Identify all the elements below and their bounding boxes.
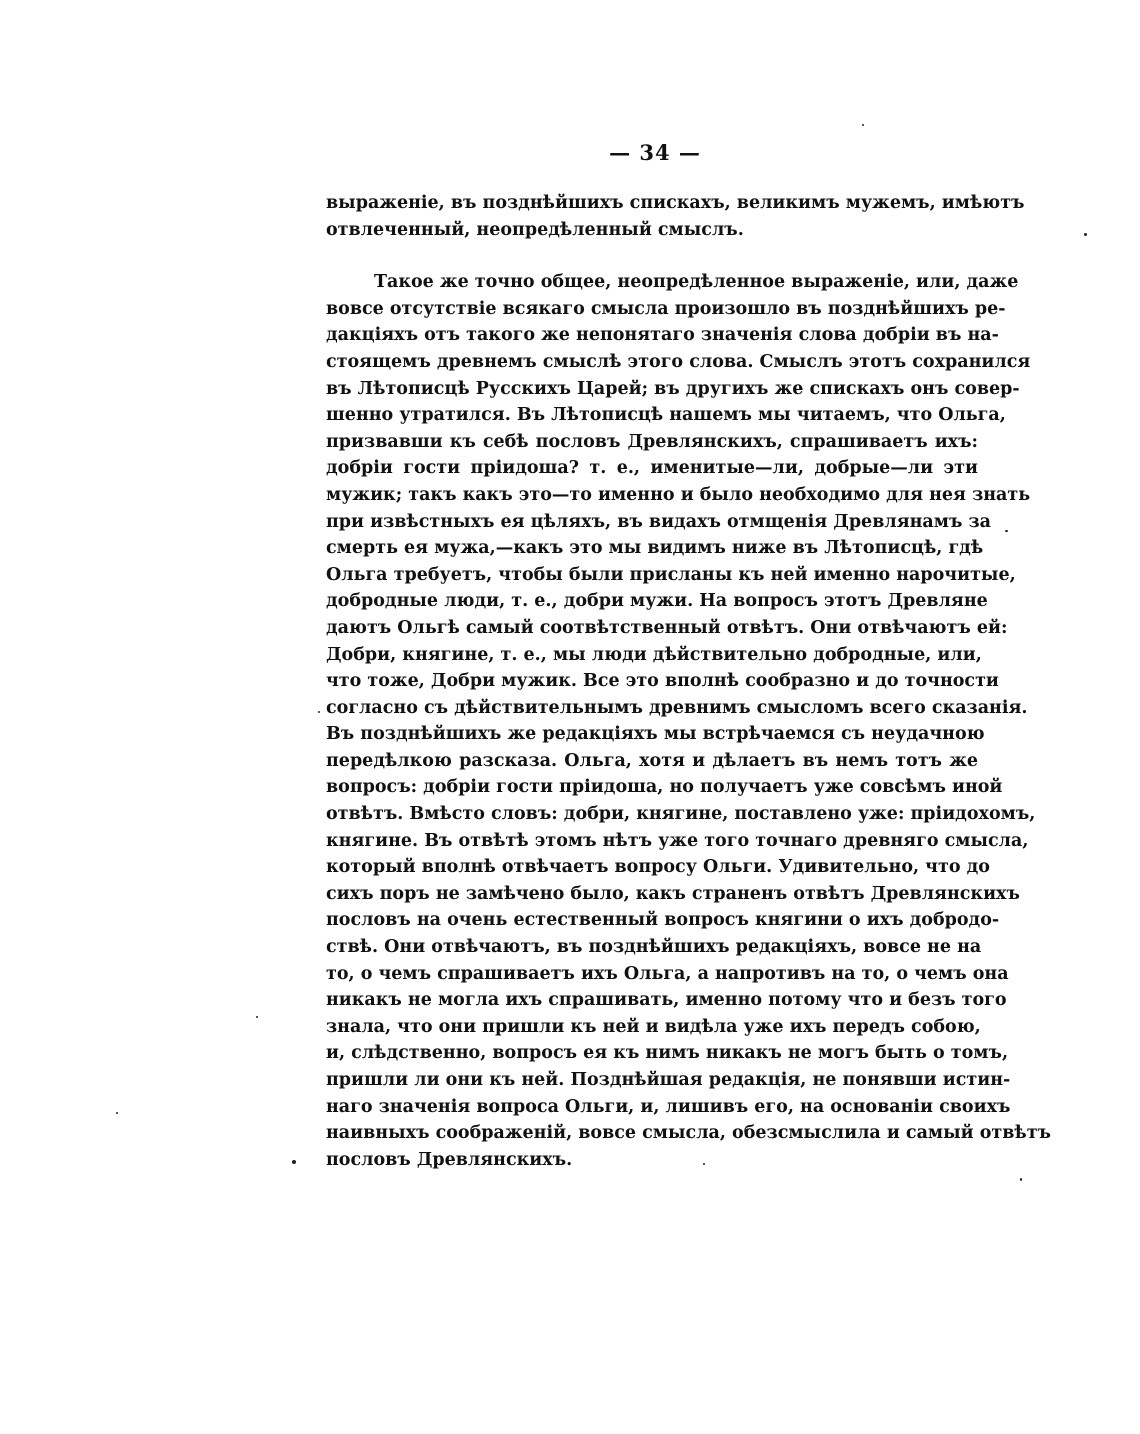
text-line: отвлеченный, неопредѣленный смыслъ. [326,219,744,240]
text-line: Добри, княгине, т. е., мы люди дѣйствительно добродные, или, [326,644,982,665]
text-line: пословъ на очень естественный вопросъ княгини о ихъ добродо- [326,910,1000,931]
text-line: княгине. Въ отвѣтѣ этомъ нѣтъ уже того точнаго древняго смысла, [326,830,1029,851]
page-number: — 34 — [609,140,701,165]
text-line: въ Лѣтописцѣ Русскихъ Царей; въ другихъ же спискахъ онъ совер- [326,378,1020,399]
text-line: и, слѣдственно, вопросъ ея къ нимъ никакъ не могъ быть о томъ, [326,1043,1009,1064]
text-line: добродные люди, т. е., добри мужи. На вопросъ этотъ Древляне [326,591,988,612]
scan-speck [116,1112,118,1114]
scan-speck [1020,1178,1022,1181]
text-line: смерть ея мужа,—какъ это мы видимъ ниже въ Лѣтописцѣ, гдѣ [326,538,984,559]
text-line: отвѣтъ. Вмѣсто словъ: добри, княгине, поставлено уже: пріидохомъ, [326,804,1036,825]
text-line: мужик; такъ какъ это—то именно и было необходимо для нея знать [326,484,1031,505]
scan-speck [1084,233,1087,236]
text-line: дакціяхъ отъ такого же непонятаго значенія слова добріи въ на- [326,325,999,346]
text-line: призвавши къ себѣ пословъ Древлянскихъ, спрашиваетъ ихъ: [326,431,978,452]
text-line: при извѣстныхъ ея цѣляхъ, въ видахъ отмщенія Древлянамъ за [326,511,991,532]
body-text [326,190,1051,1173]
paragraph-gap [326,243,978,269]
text-line: вопросъ: добріи гости пріидоша, но получаетъ уже совсѣмъ иной [326,777,1003,798]
paragraph-2 [326,269,1051,1173]
scan-speck [1005,530,1008,532]
text-line: сихъ поръ не замѣчено было, какъ страненъ отвѣтъ Древлянскихъ [326,883,1020,904]
text-line: знала, что они пришли къ ней и видѣла уже ихъ передъ собою, [326,1016,981,1037]
text-line: то, о чемъ спрашиваетъ ихъ Ольга, а напротивъ на то, о чемъ она [326,963,1009,984]
scan-speck [292,1160,296,1164]
text-line: никакъ не могла ихъ спрашивать, именно потому что и безъ того [326,990,1007,1011]
scan-speck [318,711,320,713]
text-line: который вполнѣ отвѣчаетъ вопросу Ольги. Удивительно, что до [326,857,990,878]
text-line: наго значенія вопроса Ольги, и, лишивъ его, на основаніи своихъ [326,1096,1011,1117]
scan-speck [703,1163,705,1165]
text-line: стоящемъ древнемъ смыслѣ этого слова. Смыслъ этотъ сохранился [326,351,1031,372]
text-line: Ольга требуетъ, чтобы были присланы къ ней именно нарочитые, [326,564,1016,585]
scan-speck [862,124,864,126]
text-line: согласно съ дѣйствительнымъ древнимъ смысломъ всего сказанія. [326,697,1028,718]
text-line: наивныхъ соображеній, вовсе смысла, обезсмыслила и самый отвѣтъ [326,1123,1051,1144]
paragraph-1 [326,190,1025,243]
text-line: пословъ Древлянскихъ. [326,1149,573,1170]
text-line: пришли ли они къ ней. Позднѣйшая редакція, не понявши истин- [326,1070,1011,1090]
text-line: добріи гости пріидоша? т. е., именитые—ли, добрые—ли эти [326,458,978,479]
text-line: передѣлкою разсказа. Ольга, хотя и дѣлаетъ въ немъ тотъ же [326,750,978,771]
text-line: Такое же точно общее, неопредѣленное выраженіе, или, даже [374,272,1019,293]
text-line: что тоже, Добри мужик. Все это вполнѣ сообразно и до точности [326,671,999,692]
text-line: выраженіе, въ позднѣйшихъ спискахъ, великимъ мужемъ, имѣютъ [326,193,1025,213]
text-line: вовсе отсутствіе всякаго смысла произошло въ позднѣйшихъ ре- [326,298,1006,319]
text-line: шенно утратился. Въ Лѣтописцѣ нашемъ мы читаемъ, что Ольга, [326,405,1006,426]
scan-speck [256,1016,258,1018]
text-line: даютъ Ольгѣ самый соотвѣтственный отвѣтъ. Они отвѣчаютъ ей: [326,617,1008,638]
text-line: Въ позднѣйшихъ же редакціяхъ мы встрѣчаемся съ неудачною [326,724,985,745]
text-line: ствѣ. Они отвѣчаютъ, въ позднѣйшихъ редакціяхъ, вовсе не на [326,937,982,958]
